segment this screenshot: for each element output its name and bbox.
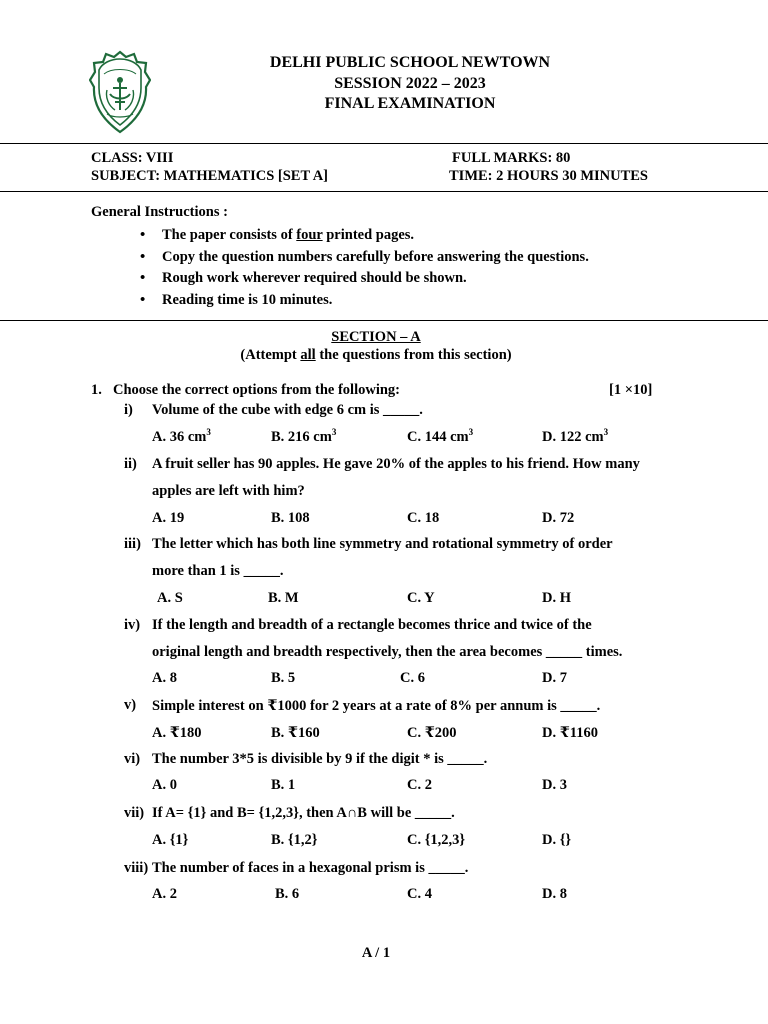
answer-option-text: B. M: [268, 590, 299, 606]
answer-option: [542, 777, 567, 794]
instructions-list: [140, 225, 589, 311]
answer-option: [542, 724, 598, 742]
part-question-text: more than 1 is _____.: [152, 563, 284, 579]
answer-option: [152, 510, 184, 527]
answer-option-text: B. {1,2}: [271, 832, 318, 848]
part-number: iv): [124, 617, 141, 633]
divider-section: [0, 320, 768, 321]
answer-option: [157, 590, 183, 607]
part-question-text: Volume of the cube with edge 6 cm is _____.: [152, 402, 423, 418]
answer-option-text: B. 1: [271, 777, 296, 793]
answer-option: [152, 670, 177, 687]
answer-option: [152, 724, 202, 742]
answer-option-text: D. 72: [542, 510, 575, 526]
answer-option: [152, 429, 211, 446]
answer-option: [407, 510, 439, 527]
answer-option-text: A. 19: [152, 510, 185, 526]
part-question-text: The number 3*5 is divisible by 9 if the digit * is _____.: [152, 751, 488, 767]
answer-option: [271, 832, 317, 849]
answer-option: [542, 670, 567, 687]
unit-exponent: 3: [603, 427, 609, 438]
instruction-item: • Copy the question numbers carefully before answering the questions.: [140, 247, 589, 269]
answer-option: [407, 777, 432, 794]
part-question-text: original length and breadth respectively, then the area becomes _____ times.: [152, 644, 623, 660]
answer-option-text: D. H: [542, 590, 571, 606]
question-marks: [1 ×10]: [609, 382, 653, 398]
answer-option: [407, 832, 465, 849]
part-number: v): [124, 697, 137, 713]
answer-option: [542, 832, 571, 849]
answer-option: [268, 590, 299, 607]
answer-option: [271, 670, 295, 687]
answer-option: [407, 724, 457, 742]
answer-option-text: B. 108: [271, 510, 310, 526]
answer-option: [407, 590, 435, 607]
section-title: SECTION – A: [331, 329, 421, 345]
unit-exponent: 3: [331, 427, 337, 438]
subject-label: SUBJECT: MATHEMATICS [SET A]: [91, 168, 329, 184]
answer-option-text: B. 5: [271, 670, 296, 686]
part-number: vii): [124, 805, 145, 821]
part-question-text: If A= {1} and B= {1,2,3}, then A∩B will be _____.: [152, 805, 455, 821]
answer-option: [152, 832, 188, 849]
unit-exponent: 3: [468, 427, 474, 438]
divider-top: [0, 143, 768, 144]
answer-option-text: C. 144 cm: [407, 429, 469, 445]
answer-option-text: A. {1}: [152, 832, 189, 848]
question-text: Choose the correct options from the following:: [113, 382, 401, 398]
section-note: (Attempt all the questions from this section): [240, 347, 512, 363]
page-number: A / 1: [361, 945, 391, 961]
time-label: TIME: 2 HOURS 30 MINUTES: [449, 168, 648, 184]
answer-option-text: D. 7: [542, 670, 567, 686]
answer-option-text: D. ₹1160: [542, 725, 599, 741]
answer-option-text: C. 2: [407, 777, 432, 793]
answer-option: [271, 429, 336, 446]
part-number: i): [124, 402, 133, 418]
part-number: iii): [124, 536, 141, 552]
answer-option-text: A. 36 cm: [152, 429, 207, 445]
answer-option-text: A. 2: [152, 886, 177, 902]
answer-option: [271, 777, 295, 794]
answer-option: [542, 886, 567, 903]
instruction-item: • Reading time is 10 minutes.: [140, 290, 589, 312]
school-crest-logo: [89, 50, 151, 134]
answer-option-text: D. {}: [542, 832, 572, 848]
school-name: DELHI PUBLIC SCHOOL NEWTOWN: [269, 54, 551, 71]
instructions-heading: General Instructions :: [91, 204, 228, 220]
answer-option-text: A. S: [157, 590, 183, 606]
exam-title: FINAL EXAMINATION: [324, 95, 496, 112]
part-question-text: A fruit seller has 90 apples. He gave 20% of the apples to his friend. How many: [152, 456, 640, 472]
instruction-item: • Rough work wherever required should be shown.: [140, 268, 589, 290]
answer-option: [542, 429, 608, 446]
answer-option: [400, 670, 425, 687]
answer-option: [275, 886, 299, 903]
answer-option: [407, 429, 473, 446]
answer-option-text: D. 8: [542, 886, 567, 902]
answer-option-text: D. 122 cm: [542, 429, 604, 445]
session-title: SESSION 2022 – 2023: [334, 75, 486, 92]
answer-option-text: C. 6: [400, 670, 425, 686]
answer-option-text: C. {1,2,3}: [407, 832, 466, 848]
part-question-text: The letter which has both line symmetry and rotational symmetry of order: [152, 536, 613, 552]
answer-option-text: C. ₹200: [407, 725, 457, 741]
answer-option: [271, 724, 320, 742]
class-label: CLASS: VIII: [91, 150, 174, 166]
answer-option-text: C. 4: [407, 886, 432, 902]
full-marks-label: FULL MARKS: 80: [452, 150, 571, 166]
answer-option-text: A. ₹180: [152, 725, 202, 741]
answer-option-text: B. 216 cm: [271, 429, 332, 445]
part-question-text: If the length and breadth of a rectangle becomes thrice and twice of the: [152, 617, 592, 633]
answer-option: [271, 510, 310, 527]
answer-option: [542, 590, 571, 607]
answer-option-text: D. 3: [542, 777, 567, 793]
divider-meta: [0, 191, 768, 192]
answer-option-text: B. 6: [275, 886, 300, 902]
answer-option: [407, 886, 432, 903]
answer-option: [152, 886, 177, 903]
part-number: ii): [124, 456, 137, 472]
part-number: viii): [124, 860, 149, 876]
answer-option-text: C. Y: [407, 590, 435, 606]
answer-option-text: C. 18: [407, 510, 440, 526]
answer-option-text: A. 0: [152, 777, 177, 793]
part-number: vi): [124, 751, 141, 767]
unit-exponent: 3: [206, 427, 211, 438]
answer-option-text: B. ₹160: [271, 725, 320, 741]
answer-option-text: A. 8: [152, 670, 177, 686]
answer-option: [542, 510, 574, 527]
instruction-item: • The paper consists of four printed pages.: [140, 225, 589, 247]
part-question-text: Simple interest on ₹1000 for 2 years at a rate of 8% per annum is _____.: [152, 698, 601, 714]
part-question-text: apples are left with him?: [152, 483, 305, 499]
part-question-text: The number of faces in a hexagonal prism is _____.: [152, 860, 469, 876]
answer-option: [152, 777, 177, 794]
question-number: 1.: [91, 382, 102, 398]
